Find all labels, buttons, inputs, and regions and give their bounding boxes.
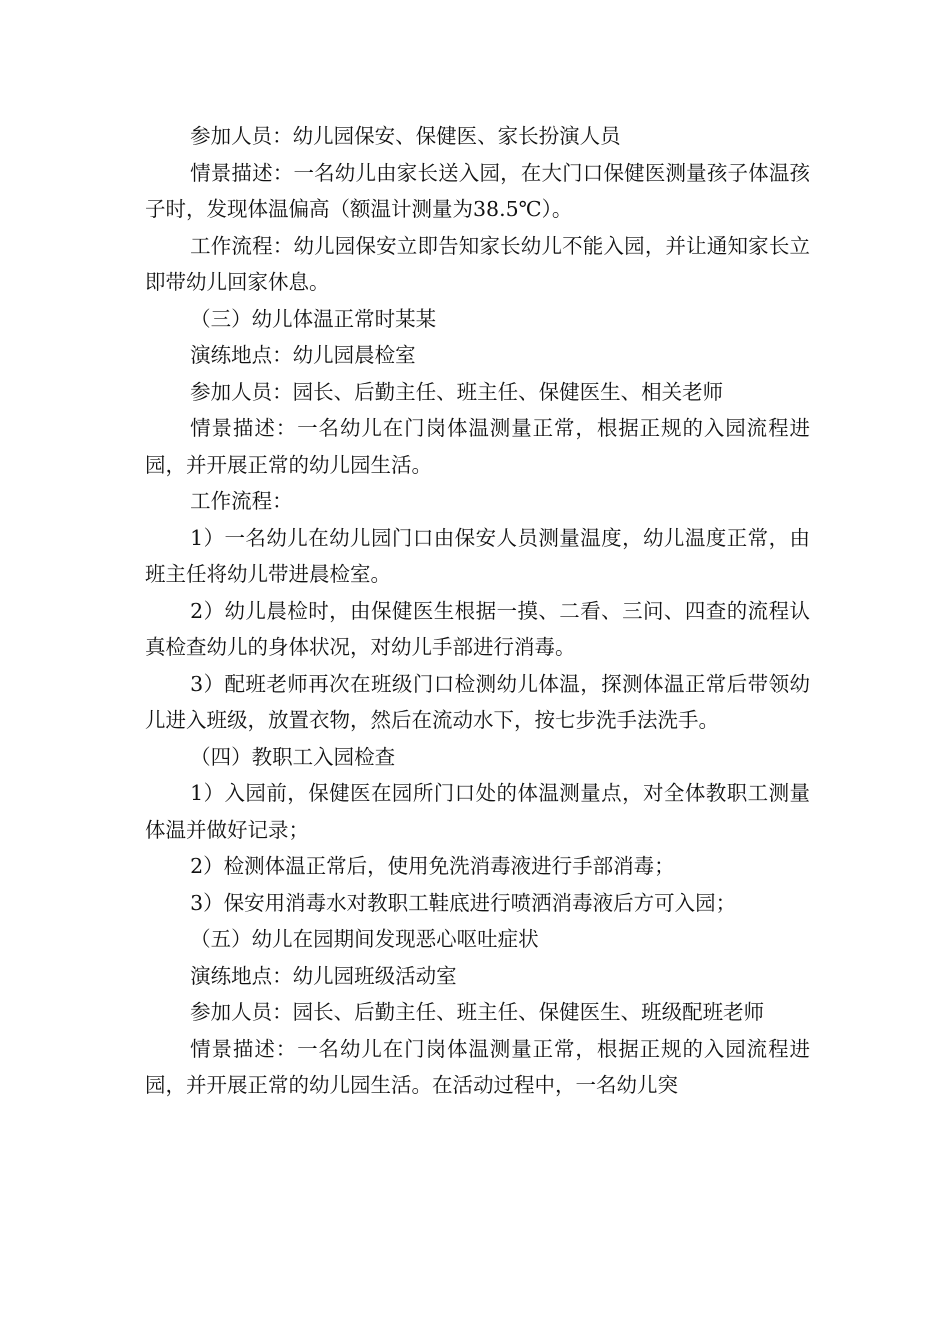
paragraph-workflow-label: 工作流程： xyxy=(190,489,293,513)
paragraph-step-2: 2）幼儿晨检时，由保健医生根据一摸、二看、三问、四查的流程认真检查幼儿的身体状况，对幼儿手部进行消毒。 xyxy=(145,598,810,659)
paragraph-participants: 参加人员：园长、后勤主任、班主任、保健医生、相关老师 xyxy=(190,379,724,404)
paragraph-scenario: 情景描述：一名幼儿由家长送入园，在大门口保健医测量孩子体温孩子时，发现体温偏高（额温计测量为38.5℃）。 xyxy=(145,160,810,221)
paragraph-staff-step-3: 3）保安用消毒水对教职工鞋底进行喷洒消毒液后方可入园； xyxy=(190,890,737,915)
document-body xyxy=(145,118,810,1104)
section-heading-3: （三）幼儿体温正常时某某 xyxy=(190,306,437,331)
paragraph-step-3: 3）配班老师再次在班级门口检测幼儿体温，探测体温正常后带领幼儿进入班级，放置衣物，然后在流动水下，按七步洗手法洗手。 xyxy=(145,671,810,732)
section-heading-5: （五）幼儿在园期间发现恶心呕吐症状 xyxy=(190,927,539,951)
paragraph-staff-step-1: 1）入园前，保健医在园所门口处的体温测量点，对全体教职工测量体温并做好记录； xyxy=(145,781,810,842)
paragraph-drill-location: 演练地点：幼儿园晨检室 xyxy=(190,343,416,367)
paragraph-step-1: 1）一名幼儿在幼儿园门口由保安人员测量温度，幼儿温度正常，由班主任将幼儿带进晨检室。 xyxy=(145,525,810,586)
paragraph-staff-step-2: 2）检测体温正常后，使用免洗消毒液进行手部消毒； xyxy=(190,854,675,878)
paragraph-drill-location: 演练地点：幼儿园班级活动室 xyxy=(190,963,457,988)
paragraph-workflow: 工作流程：幼儿园保安立即告知家长幼儿不能入园，并让通知家长立即带幼儿回家休息。 xyxy=(145,233,810,294)
paragraph-participants: 参加人员：园长、后勤主任、班主任、保健医生、班级配班老师 xyxy=(190,1000,765,1024)
section-heading-4: （四）教职工入园检查 xyxy=(190,744,396,769)
paragraph-scenario: 情景描述：一名幼儿在门岗体温测量正常，根据正规的入园流程进园，并开展正常的幼儿园生活。 xyxy=(145,416,810,477)
paragraph-participants: 参加人员：幼儿园保安、保健医、家长扮演人员 xyxy=(190,124,621,148)
paragraph-scenario: 情景描述：一名幼儿在门岗体温测量正常，根据正规的入园流程进园，并开展正常的幼儿园生活。在活动过程中，一名幼儿突 xyxy=(145,1036,810,1097)
